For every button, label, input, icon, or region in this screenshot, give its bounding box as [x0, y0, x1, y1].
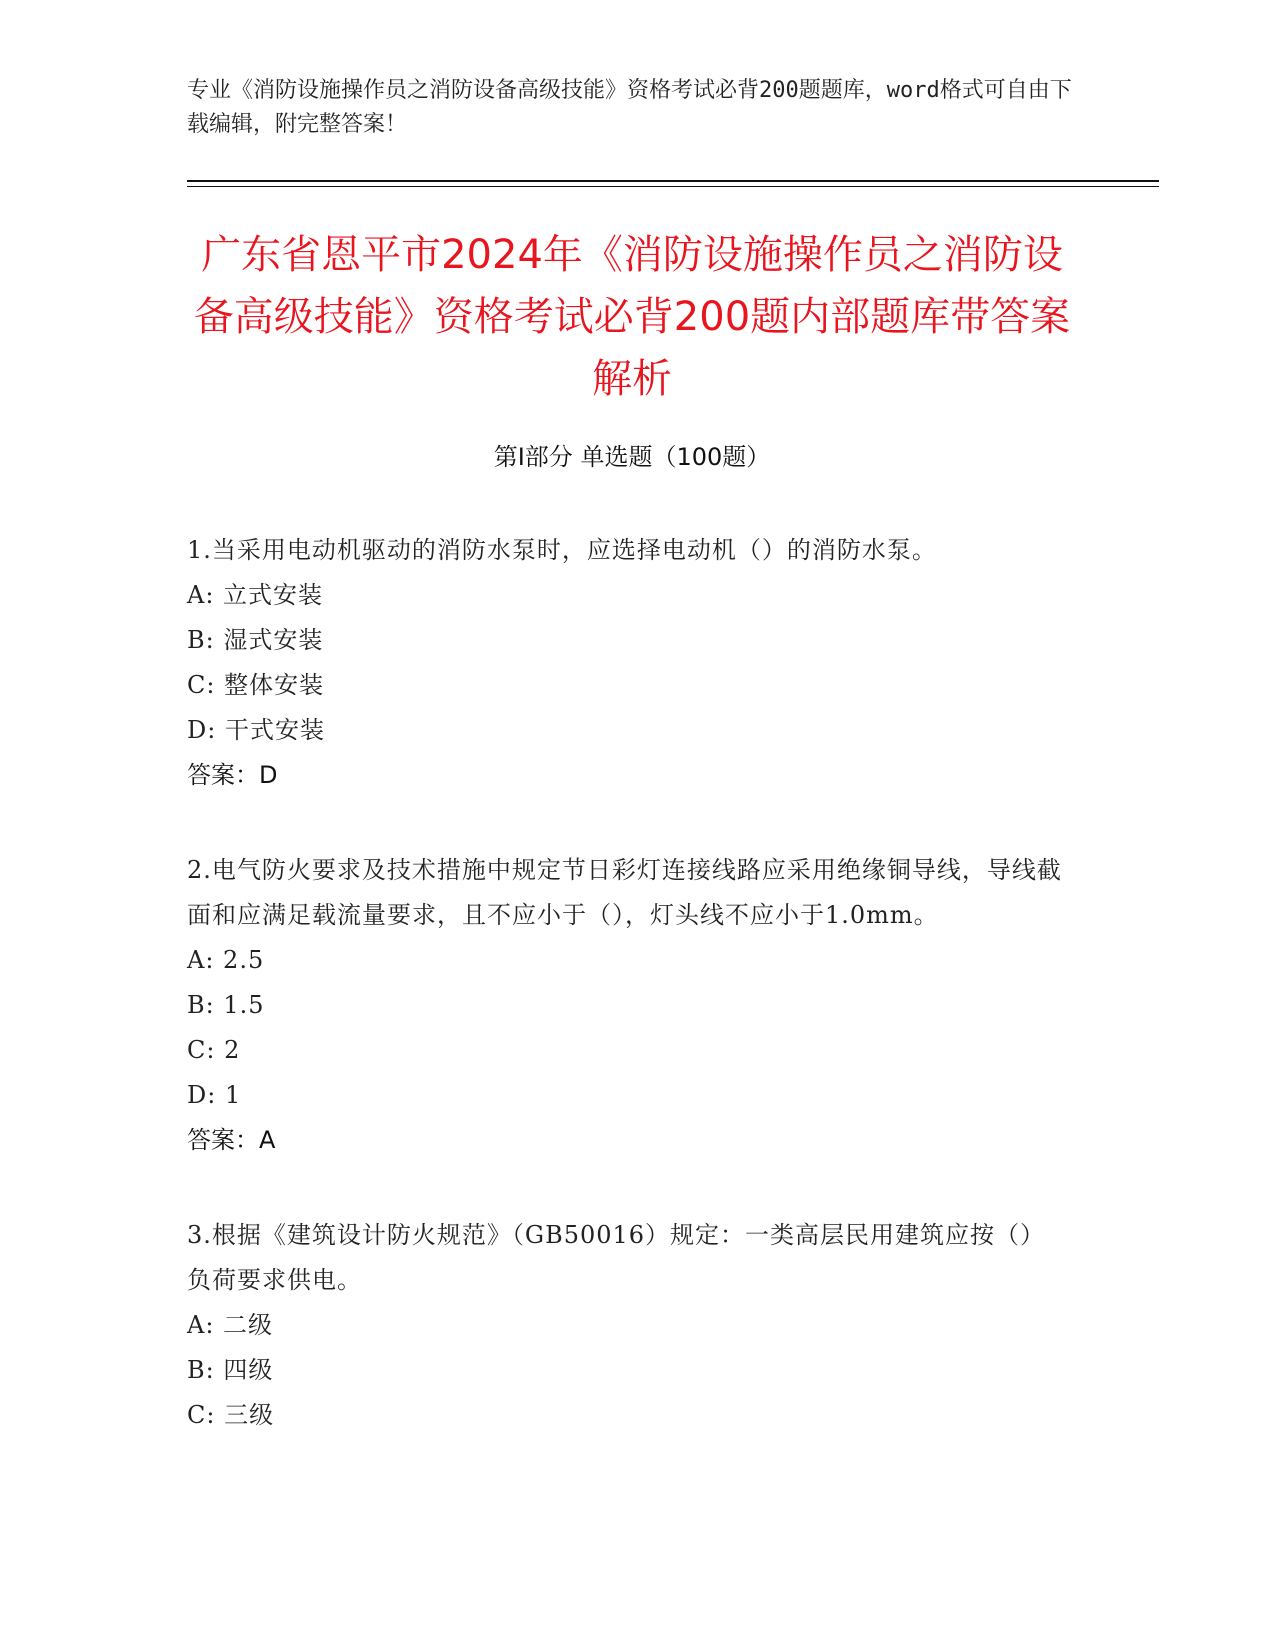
header-note: 专业《消防设施操作员之消防设备高级技能》资格考试必背200题题库，word格式可自由下载编辑，附完整答案！ — [187, 78, 1072, 137]
option-a: A: 2.5 — [187, 946, 265, 974]
option-c: C: 2 — [187, 1036, 241, 1064]
option-b: B: 湿式安装 — [187, 626, 324, 654]
header-divider-thick — [187, 180, 1159, 182]
option-b: B: 四级 — [187, 1356, 274, 1384]
option-a: A: 二级 — [187, 1311, 274, 1339]
option-a: A: 立式安装 — [187, 581, 324, 609]
document-title: 广东省恩平市2024年《消防设施操作员之消防设备高级技能》资格考试必背200题内部题库带答案解析 — [193, 232, 1071, 402]
question-list — [187, 528, 1067, 1488]
question-text: 1.当采用电动机驱动的消防水泵时，应选择电动机（）的消防水泵。 — [187, 536, 937, 564]
answer-line: 答案：D — [187, 761, 278, 789]
option-c: C: 整体安装 — [187, 671, 325, 699]
question-text: 3.根据《建筑设计防火规范》（GB50016）规定：一类高层民用建筑应按（）负荷要求供电。 — [187, 1221, 1046, 1294]
question-3 — [187, 1213, 1067, 1438]
option-d: D: 干式安装 — [187, 716, 325, 744]
header-divider-thin — [187, 186, 1159, 187]
question-1 — [187, 528, 1067, 798]
question-2 — [187, 848, 1067, 1163]
option-d: D: 1 — [187, 1081, 242, 1109]
section-heading: 第I部分 单选题（100题） — [493, 443, 771, 471]
question-text: 2.电气防火要求及技术措施中规定节日彩灯连接线路应采用绝缘铜导线，导线截面和应满足载流量要求，且不应小于（），灯头线不应小于1.0mm。 — [187, 856, 1062, 929]
option-b: B: 1.5 — [187, 991, 265, 1019]
answer-line: 答案：A — [187, 1126, 276, 1154]
option-c: C: 三级 — [187, 1401, 275, 1429]
